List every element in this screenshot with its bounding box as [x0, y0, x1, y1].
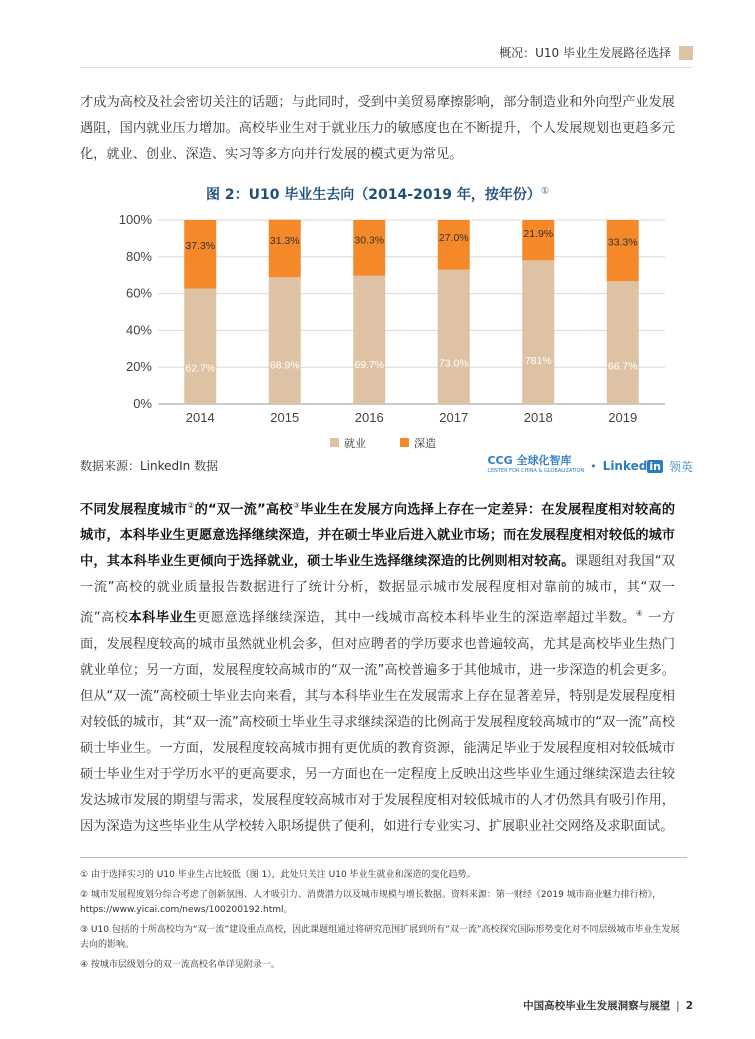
bold-text: 不同发展程度城市	[80, 502, 188, 518]
bar-further-study	[522, 220, 554, 260]
header-divider	[80, 67, 693, 68]
header-square-icon	[679, 46, 693, 60]
footnote-1: ① 由于选择实习的 U10 毕业生占比较低（图 1），此处只关注 U10 毕业生就业和深造的变化趋势。	[80, 870, 476, 880]
linkedin-logo-cn: 领英	[668, 459, 693, 474]
bold-text: 本科毕业生	[128, 610, 198, 626]
bold-text: 毕业生在发展方向选择上存在一定差异：在发展程度相对较高的城市，本科毕业生更愿意选择继续深造，并在硕士毕业后进入就业市场；而在发展程度相对较低的城市中，其本科毕业生更倾向于选择就业，硕士毕业生选择继续深造的比例则相对较高。	[80, 502, 676, 570]
bar-employment	[607, 281, 639, 404]
y-tick-label: 60%	[125, 285, 152, 301]
figure-title	[80, 184, 675, 204]
linkedin-logo-word: Linked	[602, 459, 648, 473]
page-number: 2	[685, 1000, 693, 1012]
data-source: 数据来源：LinkedIn 数据	[80, 459, 219, 473]
bar-further-study	[269, 220, 301, 278]
page-footer	[523, 998, 693, 1013]
data-label: 66.7%	[607, 360, 638, 373]
footnote-ref: ③	[292, 501, 301, 510]
bar-employment	[353, 276, 385, 404]
body-paragraph	[80, 493, 675, 840]
footer-title: 中国高校毕业生发展洞察与展望	[523, 1000, 671, 1012]
linkedin-logo	[603, 459, 663, 473]
footnote-ref: ②	[187, 501, 195, 510]
bar-further-study	[438, 220, 470, 270]
bar-employment	[184, 289, 216, 404]
y-tick-label: 40%	[125, 322, 152, 338]
data-label: 62.7%	[185, 362, 216, 375]
y-tick-label: 0%	[133, 396, 152, 411]
data-label: 27.0%	[438, 231, 469, 244]
x-tick-label: 2016	[354, 410, 384, 425]
body-text: 课题组对我国“双一流”高校的就业质量报告数据进行了统计分析，数据显示城市发展程度相对靠前的城市，其“双一流”高校	[80, 554, 675, 626]
bold-text: 的“双一流”高校	[194, 502, 293, 518]
x-tick-label: 2015	[270, 410, 300, 425]
data-label: 33.3%	[607, 236, 638, 249]
ccg-logo	[487, 456, 584, 476]
data-label: 31.3%	[269, 234, 300, 247]
body-text: 一方面，发展程度较高的城市虽然就业机会多，但对应聘者的学历要求也普遍较高，尤其是高校毕业生热门就业单位；另一方面，发展程度较高城市的“双一流”高校普遍多于其他城市，进一步深造的机会更多。但从“双一流”高校硕士毕业去向来看，其与本科毕业生在发展需求上存在显著差异，特别是发展程度相对较低的城市，其“双一流”高校硕士毕业生寻求继续深造的比例高于发展程度较高城市的“双一流”高校硕士毕业生。一方面，发展程度较高城市拥有更优质的教育资源，能满足毕业于发展程度相对较低城市硕士毕业生对于学历水平的更高要求，另一方面也在一定程度上反映出这些毕业生通过继续深造去往较发达城市发展的期望与需求，发展程度较高城市对于发展程度相对较低城市的人才仍然具有吸引作用，因为深造为这些毕业生从学校转入职场提供了便利，如进行专业实习、扩展职业社交网络及求职面试。	[80, 610, 675, 834]
figure-title-text: 图 2：U10 毕业生去向（2014-2019 年，按年份）	[205, 187, 541, 203]
data-label: 68.9%	[269, 359, 300, 372]
logos: CCG 全球化智库 CENTER FOR CHINA & GLOBALIZATION • Linked in 领英	[487, 454, 693, 474]
data-label: 73.0%	[438, 357, 469, 370]
x-tick-label: 2019	[608, 410, 638, 425]
bar-employment	[438, 270, 470, 404]
x-tick-label: 2014	[185, 410, 215, 425]
ccg-logo-text: CCG 全球化智库	[487, 454, 572, 467]
body-text: 更愿意选择继续深造，其中一线城市高校本科毕业生的深造率超过半数。	[197, 610, 636, 626]
bar-employment	[269, 277, 301, 404]
x-tick-label: 2018	[523, 410, 553, 425]
data-label: 781%	[524, 354, 552, 367]
stacked-bar-chart	[80, 210, 675, 455]
bar-employment	[522, 260, 554, 404]
legend-label: 深造	[414, 438, 436, 450]
legend-label: 就业	[344, 438, 366, 450]
footnote-3: ③ U10 包括的十所高校均为“双一流”建设重点高校，因此课题组通过将研究范围扩展到所有“双一流”高校探究国际形势变化对不同层级城市毕业生发展去向的影响。	[80, 925, 680, 950]
y-tick-label: 80%	[125, 248, 152, 264]
footer-separator: |	[676, 1000, 680, 1012]
header-title: 概况：U10 毕业生发展路径选择	[499, 46, 671, 60]
y-tick-label: 100%	[118, 212, 152, 227]
figure-title-note: ①	[540, 186, 550, 197]
bar-further-study	[184, 220, 216, 289]
bar-further-study	[353, 220, 385, 276]
footnote-divider	[80, 857, 687, 858]
data-label: 30.3%	[354, 234, 385, 247]
ccg-logo-subtext: CENTER FOR CHINA & GLOBALIZATION	[487, 468, 585, 474]
data-label: 69.7%	[354, 359, 385, 372]
page-header	[499, 44, 693, 61]
data-label: 37.3%	[185, 239, 216, 252]
footnote-ref: ④	[635, 609, 644, 619]
y-tick-label: 20%	[125, 359, 152, 375]
x-tick-label: 2017	[439, 410, 469, 425]
data-label: 21.9%	[523, 227, 554, 240]
bar-further-study	[607, 220, 639, 281]
intro-paragraph: 才成为高校及社会密切关注的话题；与此同时，受到中美贸易摩擦影响，部分制造业和外向型产业发展遇阻，国内就业压力增加。高校毕业生对于就业压力的敏感度也在不断提升，个人发展规划也更趋多元化，就业、创业、深造、实习等多方向并行发展的模式更为常见。	[80, 95, 675, 162]
legend-swatch-further-study	[400, 438, 409, 447]
linkedin-in-icon: in	[649, 460, 661, 473]
footnote-4: ④ 按城市层级划分的双一流高校名单详见附录一。	[80, 960, 280, 970]
legend-swatch-employment	[330, 438, 339, 447]
footnote-2: ② 城市发展程度划分综合考虑了创新氛围、人才吸引力、消费潜力以及城市规模与增长数据。资料来源：第一财经《2019 城市商业魅力排行榜》，https://www.yicai.com/news/100200192.html。	[80, 890, 662, 915]
